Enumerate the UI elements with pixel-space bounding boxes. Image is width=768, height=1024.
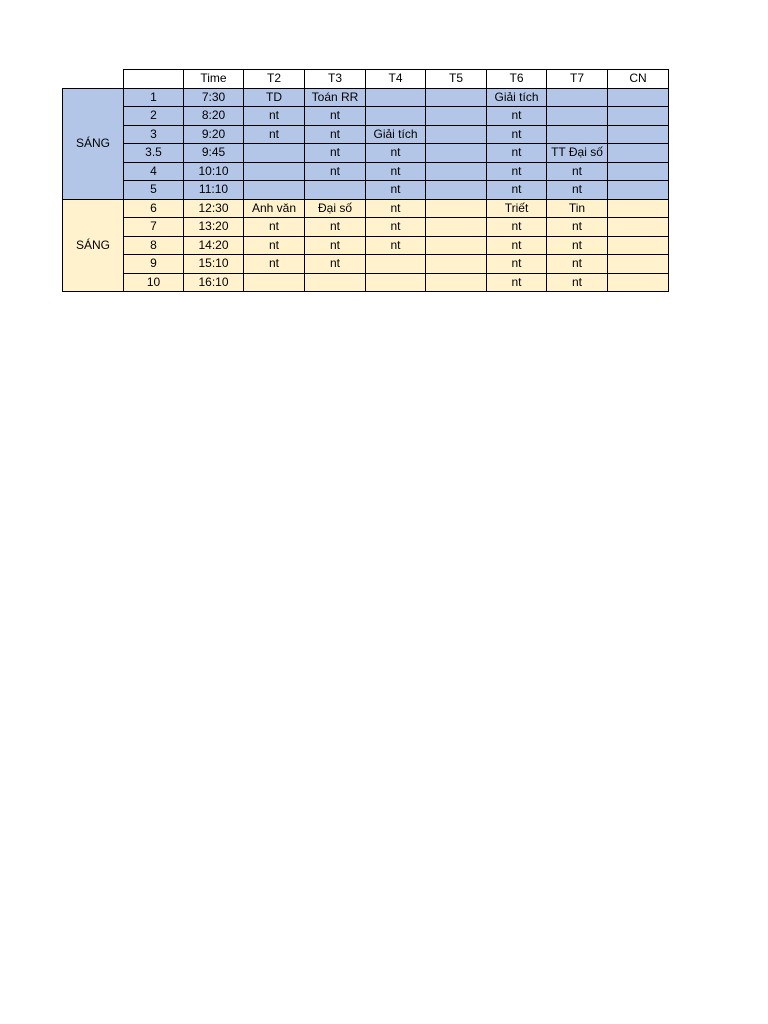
class-cell-t2[interactable]: nt xyxy=(244,255,305,274)
class-cell-t6[interactable]: nt xyxy=(487,107,547,126)
table-row xyxy=(63,236,669,255)
class-cell-t6[interactable]: nt xyxy=(487,273,547,292)
period-cell[interactable]: 1 xyxy=(124,88,184,107)
period-cell[interactable]: 3.5 xyxy=(124,144,184,163)
period-cell[interactable]: 6 xyxy=(124,199,184,218)
class-cell-t2[interactable]: TD xyxy=(244,88,305,107)
class-cell-t3[interactable]: Đại số xyxy=(305,199,366,218)
class-cell-t6[interactable]: nt xyxy=(487,255,547,274)
class-cell-t3[interactable]: nt xyxy=(305,107,366,126)
class-cell-t5[interactable] xyxy=(426,107,487,126)
table-row xyxy=(63,162,669,181)
header-day-t2[interactable]: T2 xyxy=(244,70,305,89)
time-cell[interactable]: 12:30 xyxy=(184,199,244,218)
class-cell-t3[interactable]: nt xyxy=(305,218,366,237)
period-cell[interactable]: 5 xyxy=(124,181,184,200)
header-day-t3[interactable]: T3 xyxy=(305,70,366,89)
class-cell-t4[interactable] xyxy=(366,255,426,274)
class-cell-t7[interactable]: TT Đại số xyxy=(547,144,608,163)
table-row xyxy=(63,88,669,107)
class-cell-t3[interactable] xyxy=(305,273,366,292)
table-row xyxy=(63,273,669,292)
table-row xyxy=(63,144,669,163)
table-row xyxy=(63,218,669,237)
class-cell-t5[interactable] xyxy=(426,88,487,107)
period-cell[interactable]: 10 xyxy=(124,273,184,292)
header-day-t6[interactable]: T6 xyxy=(487,70,547,89)
class-cell-t7[interactable] xyxy=(547,125,608,144)
class-cell-cn[interactable] xyxy=(608,107,669,126)
session-label[interactable]: SÁNG xyxy=(63,88,124,199)
class-cell-cn[interactable] xyxy=(608,181,669,200)
period-cell[interactable]: 7 xyxy=(124,218,184,237)
class-cell-t6[interactable]: nt xyxy=(487,144,547,163)
class-cell-t6[interactable]: nt xyxy=(487,162,547,181)
time-cell[interactable]: 14:20 xyxy=(184,236,244,255)
class-cell-t4[interactable]: nt xyxy=(366,181,426,200)
time-cell[interactable]: 11:10 xyxy=(184,181,244,200)
time-cell[interactable]: 8:20 xyxy=(184,107,244,126)
class-cell-t6[interactable]: nt xyxy=(487,218,547,237)
class-cell-t4[interactable] xyxy=(366,107,426,126)
class-cell-t3[interactable]: nt xyxy=(305,125,366,144)
class-cell-t7[interactable] xyxy=(547,107,608,126)
header-day-t4[interactable]: T4 xyxy=(366,70,426,89)
class-cell-t5[interactable] xyxy=(426,236,487,255)
class-cell-t6[interactable]: nt xyxy=(487,125,547,144)
class-cell-t5[interactable] xyxy=(426,255,487,274)
class-cell-t5[interactable] xyxy=(426,199,487,218)
class-cell-t4[interactable]: nt xyxy=(366,218,426,237)
header-day-t5[interactable]: T5 xyxy=(426,70,487,89)
table-row xyxy=(63,255,669,274)
period-cell[interactable]: 9 xyxy=(124,255,184,274)
class-cell-cn[interactable] xyxy=(608,162,669,181)
class-cell-t2[interactable]: nt xyxy=(244,236,305,255)
class-cell-cn[interactable] xyxy=(608,144,669,163)
header-period[interactable] xyxy=(124,70,184,89)
time-cell[interactable]: 10:10 xyxy=(184,162,244,181)
class-cell-t3[interactable]: nt xyxy=(305,236,366,255)
time-cell[interactable]: 15:10 xyxy=(184,255,244,274)
class-cell-t7[interactable]: nt xyxy=(547,218,608,237)
header-row xyxy=(63,70,669,89)
time-cell[interactable]: 9:45 xyxy=(184,144,244,163)
class-cell-t3[interactable]: nt xyxy=(305,144,366,163)
period-cell[interactable]: 8 xyxy=(124,236,184,255)
corner-cell xyxy=(63,70,124,89)
class-cell-t7[interactable]: nt xyxy=(547,273,608,292)
header-day-cn[interactable]: CN xyxy=(608,70,669,89)
time-cell[interactable]: 9:20 xyxy=(184,125,244,144)
table-row xyxy=(63,107,669,126)
class-cell-t4[interactable] xyxy=(366,88,426,107)
class-cell-t2[interactable] xyxy=(244,144,305,163)
table-row xyxy=(63,181,669,200)
class-cell-t4[interactable]: nt xyxy=(366,144,426,163)
class-cell-t5[interactable] xyxy=(426,162,487,181)
class-cell-t5[interactable] xyxy=(426,218,487,237)
class-cell-cn[interactable] xyxy=(608,236,669,255)
class-cell-cn[interactable] xyxy=(608,125,669,144)
time-cell[interactable]: 13:20 xyxy=(184,218,244,237)
class-cell-t7[interactable]: nt xyxy=(547,255,608,274)
class-cell-t7[interactable]: nt xyxy=(547,181,608,200)
time-cell[interactable]: 16:10 xyxy=(184,273,244,292)
class-cell-t5[interactable] xyxy=(426,273,487,292)
class-cell-cn[interactable] xyxy=(608,273,669,292)
class-cell-cn[interactable] xyxy=(608,199,669,218)
class-cell-t6[interactable]: nt xyxy=(487,181,547,200)
class-cell-t2[interactable] xyxy=(244,273,305,292)
class-cell-t5[interactable] xyxy=(426,125,487,144)
class-cell-t3[interactable] xyxy=(305,181,366,200)
class-cell-t2[interactable]: nt xyxy=(244,107,305,126)
class-cell-t3[interactable]: Toán RR xyxy=(305,88,366,107)
class-cell-t4[interactable]: nt xyxy=(366,236,426,255)
class-cell-t2[interactable]: Anh văn xyxy=(244,199,305,218)
table-row xyxy=(63,125,669,144)
class-cell-t7[interactable]: Tin xyxy=(547,199,608,218)
period-cell[interactable]: 2 xyxy=(124,107,184,126)
header-day-t7[interactable]: T7 xyxy=(547,70,608,89)
class-cell-t7[interactable]: nt xyxy=(547,162,608,181)
timetable xyxy=(62,69,669,292)
table-row xyxy=(63,199,669,218)
class-cell-t2[interactable] xyxy=(244,162,305,181)
class-cell-t6[interactable]: Triết xyxy=(487,199,547,218)
class-cell-cn[interactable] xyxy=(608,255,669,274)
period-cell[interactable]: 4 xyxy=(124,162,184,181)
class-cell-t6[interactable]: nt xyxy=(487,236,547,255)
header-time[interactable]: Time xyxy=(184,70,244,89)
class-cell-t7[interactable] xyxy=(547,88,608,107)
class-cell-t7[interactable]: nt xyxy=(547,236,608,255)
class-cell-t2[interactable]: nt xyxy=(244,218,305,237)
class-cell-cn[interactable] xyxy=(608,88,669,107)
class-cell-t4[interactable] xyxy=(366,273,426,292)
class-cell-cn[interactable] xyxy=(608,218,669,237)
session-label[interactable]: SÁNG xyxy=(63,199,124,292)
class-cell-t4[interactable]: Giải tích xyxy=(366,125,426,144)
class-cell-t3[interactable]: nt xyxy=(305,162,366,181)
class-cell-t6[interactable]: Giải tích xyxy=(487,88,547,107)
time-cell[interactable]: 7:30 xyxy=(184,88,244,107)
class-cell-t5[interactable] xyxy=(426,181,487,200)
class-cell-t4[interactable]: nt xyxy=(366,199,426,218)
period-cell[interactable]: 3 xyxy=(124,125,184,144)
class-cell-t3[interactable]: nt xyxy=(305,255,366,274)
class-cell-t2[interactable] xyxy=(244,181,305,200)
class-cell-t5[interactable] xyxy=(426,144,487,163)
class-cell-t2[interactable]: nt xyxy=(244,125,305,144)
class-cell-t4[interactable]: nt xyxy=(366,162,426,181)
